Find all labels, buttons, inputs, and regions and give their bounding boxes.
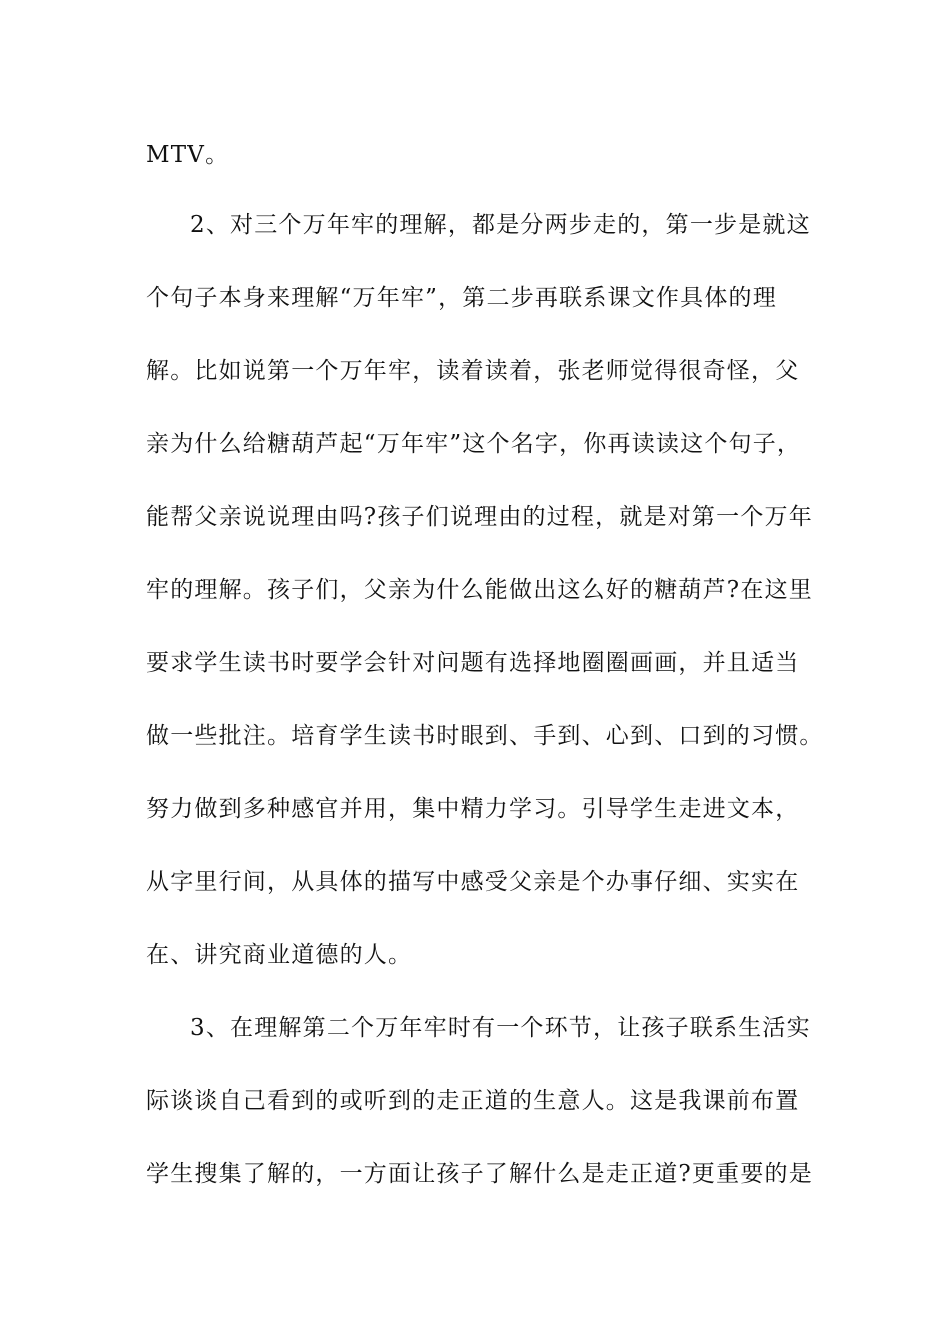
paragraph-2-line-7: 要求学生读书时要学会针对问题有选择地圈圈画画，并且适当 bbox=[146, 650, 800, 676]
paragraph-2-line-5: 能帮父亲说说理由吗?孩子们说理由的过程，就是对第一个万年 bbox=[146, 504, 813, 530]
paragraph-3-line-2: 际谈谈自己看到的或听到的走正道的生意人。这是我课前布置 bbox=[146, 1088, 800, 1114]
paragraph-2-line-3: 解。比如说第一个万年牢，读着读着，张老师觉得很奇怪，父 bbox=[146, 358, 800, 384]
paragraph-3-line-1: 3、在理解第二个万年牢时有一个环节，让孩子联系生活实 bbox=[190, 1015, 811, 1041]
paragraph-2-line-9: 努力做到多种感官并用，集中精力学习。引导学生走进文本， bbox=[146, 796, 800, 822]
paragraph-2-line-11: 在、讲究商业道德的人。 bbox=[146, 942, 413, 968]
paragraph-2-line-8: 做一些批注。培育学生读书时眼到、手到、心到、口到的习惯。 bbox=[146, 723, 824, 749]
paragraph-2-line-2: 个句子本身来理解“万年牢”，第二步再联系课文作具体的理 bbox=[146, 285, 777, 311]
paragraph-2-line-10: 从字里行间，从具体的描写中感受父亲是个办事仔细、实实在 bbox=[146, 869, 800, 895]
paragraph-2-line-6: 牢的理解。孩子们，父亲为什么能做出这么好的糖葫芦?在这里 bbox=[146, 577, 813, 603]
paragraph-2-line-4: 亲为什么给糖葫芦起“万年牢”这个名字，你再读读这个句子， bbox=[146, 431, 802, 457]
paragraph-3-line-3: 学生搜集了解的，一方面让孩子了解什么是走正道?更重要的是 bbox=[146, 1161, 813, 1187]
paragraph-2-line-1: 2、对三个万年牢的理解，都是分两步走的，第一步是就这 bbox=[190, 212, 811, 238]
text-line-1: MTV。 bbox=[146, 142, 230, 168]
